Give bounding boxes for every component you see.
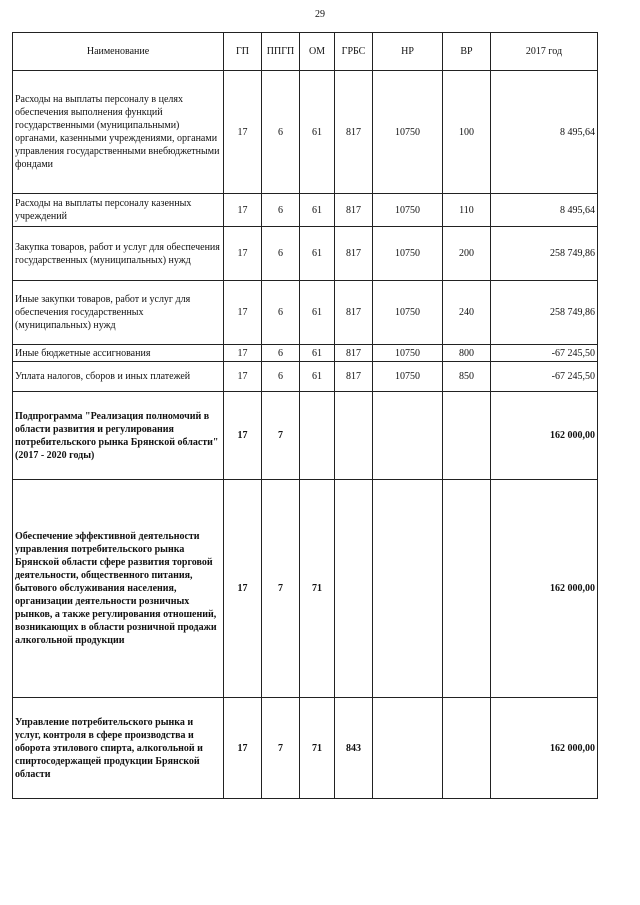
table-row [13,345,598,362]
table-row [13,194,598,227]
row-ppgp: 6 [262,194,300,227]
row-om: 61 [300,345,335,362]
row-name: Иные бюджетные ассигнования [13,345,224,362]
table-row [13,227,598,281]
row-gp: 17 [224,362,262,392]
table-row [13,71,598,194]
row-om: 61 [300,227,335,281]
row-nr [373,480,443,698]
row-amount: 162 000,00 [491,698,598,799]
row-vr: 100 [443,71,491,194]
row-ppgp: 7 [262,480,300,698]
row-gp: 17 [224,392,262,480]
row-ppgp: 6 [262,227,300,281]
row-gp: 17 [224,480,262,698]
column-header-vr: ВР [443,33,491,71]
row-amount: 162 000,00 [491,480,598,698]
row-gp: 17 [224,345,262,362]
row-gp: 17 [224,281,262,345]
table-header [13,33,598,71]
row-name: Расходы на выплаты персоналу в целях обеспечения выполнения функций государственными (муниципальными) органами, казенными учреждениями, органами управления государственными внебюджетными фондами [13,71,224,194]
row-nr: 10750 [373,71,443,194]
row-ppgp: 6 [262,71,300,194]
row-om: 71 [300,698,335,799]
row-ppgp: 6 [262,362,300,392]
row-grbs: 817 [335,362,373,392]
row-grbs [335,480,373,698]
row-ppgp: 7 [262,392,300,480]
row-nr: 10750 [373,281,443,345]
row-gp: 17 [224,194,262,227]
row-om [300,392,335,480]
row-vr: 200 [443,227,491,281]
row-grbs [335,392,373,480]
row-grbs: 817 [335,345,373,362]
row-nr [373,698,443,799]
row-grbs: 843 [335,698,373,799]
row-amount: 8 495,64 [491,194,598,227]
row-vr: 110 [443,194,491,227]
row-gp: 17 [224,71,262,194]
row-vr: 240 [443,281,491,345]
row-om: 61 [300,194,335,227]
column-header-grbs: ГРБС [335,33,373,71]
table-row [13,698,598,799]
row-grbs: 817 [335,227,373,281]
row-gp: 17 [224,698,262,799]
row-grbs: 817 [335,71,373,194]
column-header-year: 2017 год [491,33,598,71]
row-amount: 162 000,00 [491,392,598,480]
row-vr: 850 [443,362,491,392]
row-om: 61 [300,362,335,392]
row-vr: 800 [443,345,491,362]
row-nr: 10750 [373,194,443,227]
row-name: Управление потребительского рынка и услуг, контроля в сфере производства и оборота этилового спирта, алкогольной и спиртосодержащей продукции Брянской области [13,698,224,799]
row-ppgp: 6 [262,281,300,345]
row-name: Обеспечение эффективной деятельности управления потребительского рынка Брянской области сфере развития торговой деятельности, общественного питания, бытового обслуживания населения, организации деятельности розничных рынков, а также регулирования отношений, возникающих в области розничной продажи алкогольной продукции [13,480,224,698]
table-row [13,392,598,480]
table-row [13,480,598,698]
page-number: 29 [315,9,325,20]
row-amount: 8 495,64 [491,71,598,194]
row-grbs: 817 [335,194,373,227]
column-header-om: ОМ [300,33,335,71]
row-vr [443,392,491,480]
row-amount: -67 245,50 [491,345,598,362]
row-name: Подпрограмма "Реализация полномочий в области развития и регулирования потребительского рынка Брянской области" (2017 - 2020 годы) [13,392,224,480]
row-gp: 17 [224,227,262,281]
table-body [13,71,598,799]
row-amount: 258 749,86 [491,227,598,281]
row-vr [443,480,491,698]
budget-table [12,32,598,799]
row-vr [443,698,491,799]
row-ppgp: 6 [262,345,300,362]
row-nr: 10750 [373,345,443,362]
row-name: Закупка товаров, работ и услуг для обеспечения государственных (муниципальных) нужд [13,227,224,281]
column-header-ppgp: ППГП [262,33,300,71]
row-om: 61 [300,281,335,345]
column-header-gp: ГП [224,33,262,71]
row-grbs: 817 [335,281,373,345]
column-header-nr: НР [373,33,443,71]
row-amount: 258 749,86 [491,281,598,345]
row-ppgp: 7 [262,698,300,799]
row-nr: 10750 [373,362,443,392]
column-header-name: Наименование [13,33,224,71]
row-om: 71 [300,480,335,698]
row-amount: -67 245,50 [491,362,598,392]
table-row [13,362,598,392]
table-row [13,281,598,345]
row-name: Иные закупки товаров, работ и услуг для обеспечения государственных (муниципальных) нужд [13,281,224,345]
row-nr [373,392,443,480]
row-name: Уплата налогов, сборов и иных платежей [13,362,224,392]
row-nr: 10750 [373,227,443,281]
row-om: 61 [300,71,335,194]
row-name: Расходы на выплаты персоналу казенных учреждений [13,194,224,227]
